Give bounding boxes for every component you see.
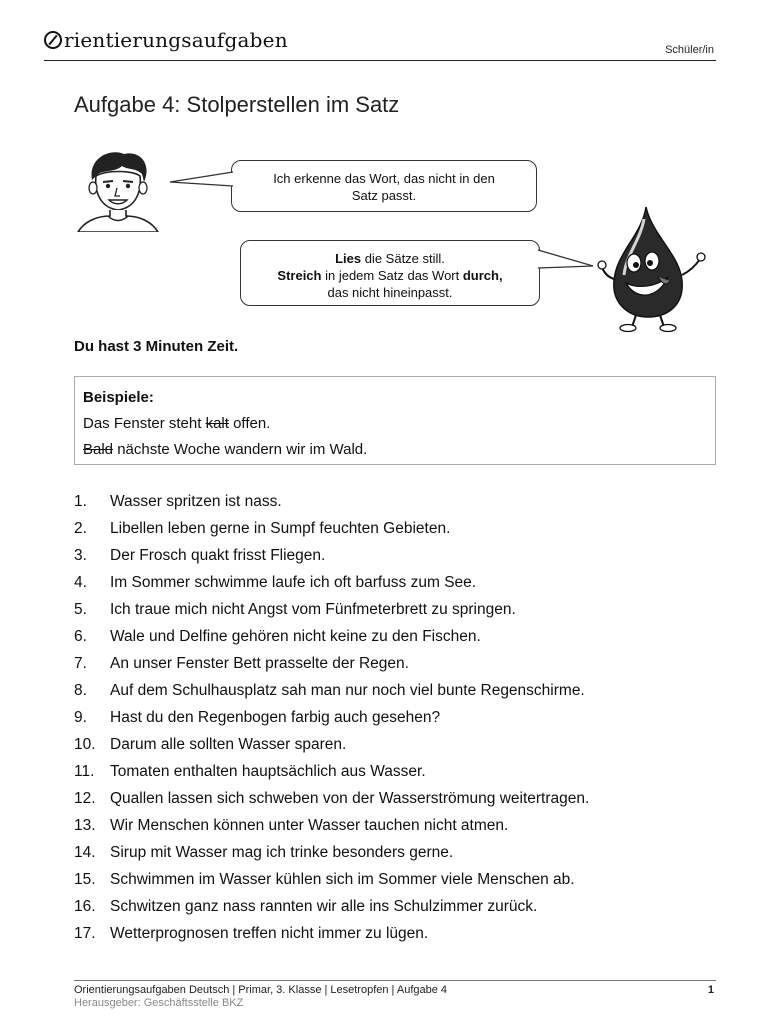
example-2	[83, 437, 707, 463]
speech-bubble-boy	[231, 160, 537, 212]
time-limit-note: Du hast 3 Minuten Zeit.	[74, 338, 239, 355]
speech-bubble-tail-right	[537, 246, 595, 272]
page-title: Aufgabe 4: Stolperstellen im Satz	[74, 92, 400, 117]
sentence-number: 5.	[74, 601, 87, 618]
example-1-before: Das Fenster steht	[83, 415, 206, 432]
sentence-text: Hast du den Regenbogen farbig auch gesehen?	[110, 709, 441, 726]
sentence-text: An unser Fenster Bett prasselte der Regen.	[110, 655, 409, 672]
sentence-text: Schwitzen ganz nass rannten wir alle ins Schulzimmer zurück.	[110, 898, 538, 915]
sentence-item	[74, 839, 589, 866]
sentence-item	[74, 812, 589, 839]
sentence-text: Auf dem Schulhausplatz sah man nur noch viel bunte Regenschirme.	[110, 682, 585, 699]
sentence-item	[74, 515, 589, 542]
durch-word: durch,	[462, 268, 503, 283]
streich-mid: in jedem Satz das Wort	[321, 268, 463, 283]
sentence-text: Libellen leben gerne in Sumpf feuchten Gebieten.	[110, 520, 451, 537]
footer-publisher: Herausgeber: Geschäftsstelle BKZ	[74, 997, 244, 1009]
bubble-line-1: Ich erkenne das Wort, das nicht in den	[273, 171, 495, 186]
page-number: 1	[707, 984, 714, 996]
sentence-number: 1.	[74, 493, 87, 510]
sentence-number: 12.	[74, 790, 96, 807]
instruction-line-1	[241, 250, 539, 267]
examples-title: Beispiele:	[83, 389, 154, 406]
speech-bubble-tail-left	[168, 170, 234, 192]
sentence-number: 14.	[74, 844, 96, 861]
examples-box	[74, 376, 716, 465]
sentence-number: 3.	[74, 547, 87, 564]
sentence-item	[74, 542, 589, 569]
sentence-item	[74, 596, 589, 623]
sentence-text: Wetterprognosen treffen nicht immer zu lügen.	[110, 925, 429, 942]
sentence-number: 10.	[74, 736, 96, 753]
streich-word: Streich	[277, 268, 322, 283]
sentence-text: Wale und Delfine gehören nicht keine zu den Fischen.	[110, 628, 481, 645]
speech-bubble-drop	[240, 240, 540, 306]
water-drop-character	[596, 205, 708, 333]
boy-illustration	[76, 150, 160, 232]
sentence-list	[74, 488, 589, 947]
footer-divider	[74, 980, 716, 981]
sentence-item	[74, 920, 589, 947]
sentence-text: Sirup mit Wasser mag ich trinke besonders gerne.	[110, 844, 454, 861]
sentence-number: 11.	[74, 763, 95, 780]
example-1	[83, 411, 707, 437]
sentence-item	[74, 866, 589, 893]
sentence-number: 2.	[74, 520, 87, 537]
instruction-line-3: das nicht hineinpasst.	[327, 285, 453, 300]
brand-header	[44, 28, 288, 52]
sentence-item	[74, 785, 589, 812]
sentence-item	[74, 704, 589, 731]
sentence-number: 15.	[74, 871, 96, 888]
role-label: Schüler/in	[665, 44, 714, 56]
sentence-number: 6.	[74, 628, 87, 645]
sentence-text: Schwimmen im Wasser kühlen sich im Sommer viele Menschen ab.	[110, 871, 575, 888]
sentence-item	[74, 893, 589, 920]
sentence-text: Im Sommer schwimme laufe ich oft barfuss zum See.	[110, 574, 477, 591]
sentence-item	[74, 569, 589, 596]
lies-word: Lies	[335, 251, 362, 266]
sentence-number: 4.	[74, 574, 87, 591]
example-2-after: nächste Woche wandern wir im Wald.	[113, 441, 368, 458]
sentence-text: Wasser spritzen ist nass.	[110, 493, 282, 510]
bubble-line-2: Satz passt.	[351, 188, 417, 203]
footer-course-info: Orientierungsaufgaben Deutsch | Primar, 3. Klasse | Lesetropfen | Aufgabe 4	[74, 984, 448, 996]
sentence-number: 8.	[74, 682, 87, 699]
instruction-line-2	[241, 267, 539, 284]
sentence-item	[74, 650, 589, 677]
sentence-item	[74, 677, 589, 704]
sentence-item	[74, 488, 589, 515]
compass-logo-icon	[44, 31, 62, 49]
sentence-item	[74, 758, 589, 785]
sentence-item	[74, 731, 589, 758]
example-1-struck-word: kalt	[205, 415, 229, 432]
sentence-text: Quallen lassen sich schweben von der Wasserströmung weitertragen.	[110, 790, 590, 807]
header-divider	[44, 60, 716, 61]
sentence-number: 7.	[74, 655, 87, 672]
sentence-text: Tomaten enthalten hauptsächlich aus Wasser.	[110, 763, 426, 780]
sentence-item	[74, 623, 589, 650]
lies-rest: die Sätze still.	[361, 251, 445, 266]
sentence-text: Der Frosch quakt frisst Fliegen.	[110, 547, 326, 564]
example-1-after: offen.	[228, 415, 271, 432]
brand-name: rientierungsaufgaben	[64, 28, 288, 52]
sentence-number: 13.	[74, 817, 96, 834]
sentence-number: 9.	[74, 709, 87, 726]
sentence-text: Wir Menschen können unter Wasser tauchen nicht atmen.	[110, 817, 509, 834]
sentence-text: Darum alle sollten Wasser sparen.	[110, 736, 347, 753]
sentence-number: 17.	[74, 925, 96, 942]
sentence-number: 16.	[74, 898, 96, 915]
sentence-text: Ich traue mich nicht Angst vom Fünfmeterbrett zu springen.	[110, 601, 516, 618]
example-2-struck-word: Bald	[83, 441, 114, 458]
